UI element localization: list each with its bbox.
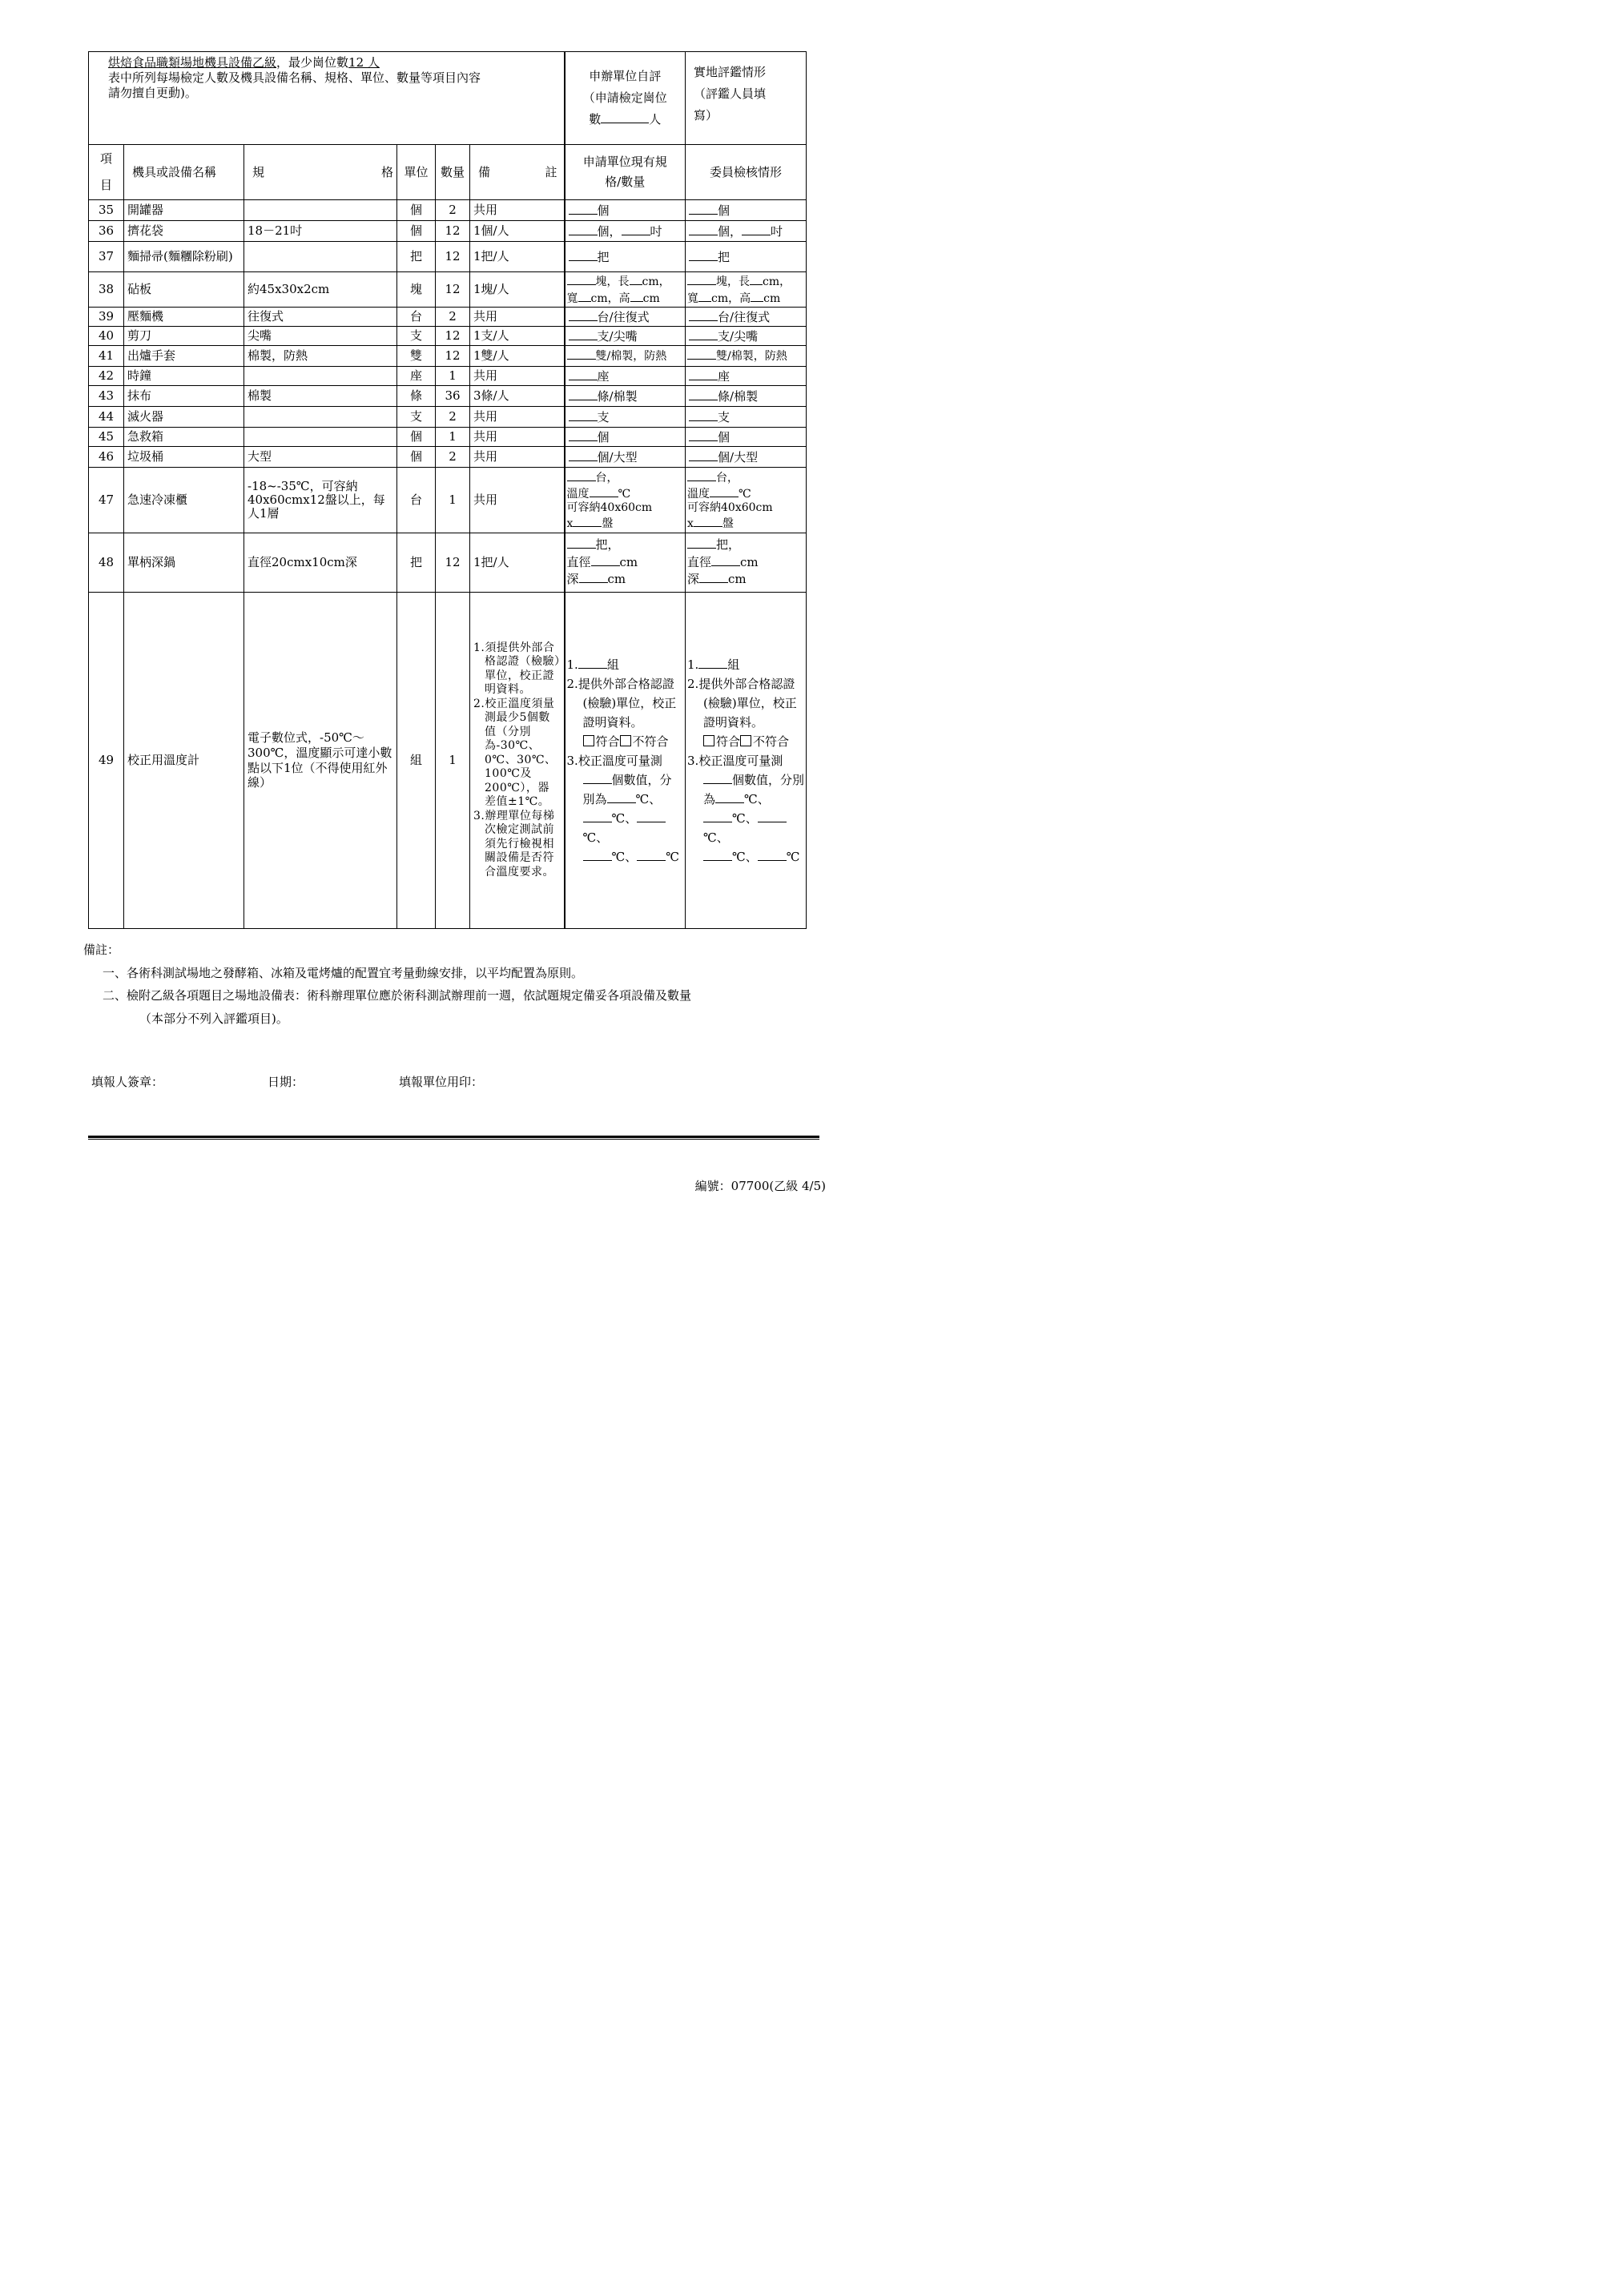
row-unit: 把 [397,242,436,272]
row-note: 3條/人 [470,386,565,407]
row-committee[interactable] [686,533,807,593]
table-row [89,221,807,242]
self-eval-line1: 申辦單位自評 [589,69,662,83]
remark-2: 二、檢附乙級各項題目之場地設備表：術科辦理單位應於術科測試辦理前一週，依試題規定備妥各項設備及數量 [103,988,692,1003]
row-spec: 棉製，防熱 [244,346,397,367]
committee-text: 寬 [687,292,699,305]
table-row [89,593,807,929]
col-applicant-a: 申請單位現有規 [582,154,667,169]
row-no: 39 [89,308,124,327]
table-row [89,533,807,593]
row-name: 垃圾桶 [124,447,244,468]
row-name: 時鐘 [124,367,244,386]
table-row [89,327,807,346]
row-applicant[interactable] [565,346,686,367]
applicant-text: ℃、 [611,849,638,864]
committee-text: 個/大型 [718,449,759,464]
committee-text: ℃、 [703,830,729,845]
applicant-text: 吋 [650,223,662,239]
table-row [89,346,807,367]
col-note-b: 註 [545,164,557,179]
row-qty: 2 [436,407,470,428]
committee-text: 3.校正溫度可量測 [687,753,783,768]
row-name: 單柄深鍋 [124,533,244,593]
committee-text: 條/棉製 [718,388,759,404]
row-committee[interactable] [686,407,807,428]
row-no: 46 [89,447,124,468]
row-applicant[interactable] [565,367,686,386]
committee-text: 支/尖嘴 [718,328,759,344]
row-note [470,593,565,929]
committee-text: cm， [763,275,791,288]
title-sep: ，最少崗位數 [276,55,349,70]
committee-text: x [687,517,694,530]
applicant-text: cm，高 [590,292,630,305]
checkbox-fail[interactable] [620,735,631,746]
onsite-line1: 實地評鑑情形 [694,65,767,79]
row-note: 1把/人 [470,242,565,272]
row-name: 出爐手套 [124,346,244,367]
header-title [89,52,565,145]
row-no: 43 [89,386,124,407]
committee-text: 符合 [716,734,741,749]
row-no: 44 [89,407,124,428]
committee-text: 2.提供外部合格認證(檢驗)單位，校正證明資料。 [687,676,797,730]
row-unit: 個 [397,200,436,221]
row-note: 共用 [470,428,565,447]
title-grade: 乙級 [252,55,277,70]
footer-rule [88,1136,819,1138]
row-qty: 12 [436,221,470,242]
title-line3: 請勿擅自更動)。 [108,85,197,100]
applicant-text: 可容納40x60cm [566,501,653,514]
applicant-text: cm， [642,275,670,288]
committee-text: 溫度 [687,488,710,501]
applicant-text: 符合 [595,734,620,749]
col-item [89,145,124,200]
row-spec: 直徑20cmx10cm深 [244,533,397,593]
row-qty: 1 [436,468,470,533]
row-spec: 電子數位式，-50℃～300℃，溫度顯示可達小數點以下1位（不得使用紅外線） [244,593,397,929]
table-row [89,407,807,428]
row-qty: 12 [436,346,470,367]
row-no: 36 [89,221,124,242]
committee-text: 直徑 [687,554,712,569]
row-qty: 36 [436,386,470,407]
applicant-text: 支 [597,409,610,424]
row-note: 共用 [470,407,565,428]
row-name: 麵掃帚(麵糰除粉刷) [124,242,244,272]
row-unit: 個 [397,221,436,242]
committee-text: 盤 [722,517,734,530]
note-item: 2.校正溫度須量測最少5個數值（分別為-30℃、0℃、30℃、100℃及200℃），器差值±1℃。 [473,697,557,809]
row-applicant[interactable] [565,428,686,447]
applicant-text: 溫度 [566,488,590,501]
row-note: 1把/人 [470,533,565,593]
row-note: 共用 [470,468,565,533]
row-unit: 支 [397,327,436,346]
committee-text: 組 [727,657,740,672]
row-applicant[interactable] [565,447,686,468]
col-qty: 數量 [436,145,470,200]
applicant-text: 個 [597,429,610,444]
row-spec: -18~-35℃，可容納40x60cmx12盤以上，每人1層 [244,468,397,533]
applicant-text: 支/尖嘴 [597,328,638,344]
signer-label: 填報人簽章： [91,1075,164,1089]
committee-text: cm [763,292,781,305]
onsite-header [686,52,807,145]
committee-text: 座 [718,368,731,384]
checkbox-pass[interactable] [583,735,594,746]
row-qty: 12 [436,533,470,593]
row-spec [244,367,397,386]
positions-blank[interactable] [601,111,649,123]
applicant-text: 組 [606,657,619,672]
row-no: 41 [89,346,124,367]
row-spec: 尖嘴 [244,327,397,346]
committee-text: 吋 [771,223,783,239]
row-unit: 雙 [397,346,436,367]
committee-text: cm，高 [711,292,751,305]
signature-line [91,1073,483,1090]
applicant-text: 個/大型 [597,449,638,464]
row-spec: 大型 [244,447,397,468]
row-committee[interactable] [686,386,807,407]
committee-text: 台， [716,472,739,485]
row-unit: 個 [397,428,436,447]
col-unit: 單位 [397,145,436,200]
row-note: 共用 [470,308,565,327]
col-note [470,145,565,200]
title-main: 烘焙食品職類場地機具設備 [108,55,253,70]
row-unit: 座 [397,367,436,386]
self-eval-line2: （申請檢定崗位 [582,90,667,105]
applicant-text: cm [642,292,660,305]
document-code: 編號：07700(乙級 4/5) [694,1179,826,1193]
committee-text: 個 [718,429,731,444]
committee-text: 塊，長 [716,275,751,288]
applicant-text: 個 [597,203,610,218]
row-committee[interactable] [686,200,807,221]
row-spec: 約45x30x2cm [244,272,397,308]
committee-text: 台/往復式 [718,309,771,324]
row-committee[interactable] [686,468,807,533]
col-spec [244,145,397,200]
committee-text: 雙/棉製，防熱 [716,350,787,364]
row-qty: 2 [436,308,470,327]
applicant-text: ℃ [618,488,631,501]
remarks [83,939,828,1030]
row-unit: 個 [397,447,436,468]
title-line2: 表中所列每場檢定人數及機具設備名稱、規格、單位、數量等項目內容 [108,70,481,85]
applicant-text: 1. [566,657,578,672]
row-note: 共用 [470,200,565,221]
note-item: 3.辦理單位每梯次檢定測試前須先行檢視相關設備是否符合溫度要求。 [473,809,555,879]
row-spec: 棉製 [244,386,397,407]
row-qty: 12 [436,327,470,346]
row-name: 砧板 [124,272,244,308]
committee-text: ℃、 [732,810,758,826]
committee-text: 把 [718,249,731,264]
table-row [89,447,807,468]
onsite-line3: 寫） [694,108,718,123]
row-name: 滅火器 [124,407,244,428]
remarks-label: 備註： [83,943,120,957]
row-applicant[interactable] [565,327,686,346]
applicant-text: 台/往復式 [597,309,650,324]
col-item-a: 項 [99,151,112,166]
table-row [89,468,807,533]
onsite-line2: （評鑑人員填 [694,86,767,101]
row-note: 共用 [470,447,565,468]
applicant-text: ℃、 [635,791,662,806]
row-committee[interactable] [686,272,807,308]
table-row [89,308,807,327]
table-row [89,272,807,308]
row-no: 40 [89,327,124,346]
row-committee[interactable] [686,242,807,272]
applicant-text: 盤 [602,517,614,530]
row-committee[interactable] [686,221,807,242]
committee-text: cm [728,572,747,587]
date-label: 日期： [268,1075,304,1089]
row-unit: 支 [397,407,436,428]
col-spec-b: 格 [380,164,393,179]
equipment-table [88,51,807,929]
applicant-text: 不符合 [632,734,669,749]
applicant-text: 寬 [566,292,578,305]
applicant-text: ℃、 [582,830,609,845]
self-eval-unit: 人 [649,112,662,127]
applicant-text: 條/棉製 [597,388,638,404]
row-name: 抹布 [124,386,244,407]
footer-rule-thin [88,1139,819,1140]
row-applicant[interactable] [565,308,686,327]
column-header-row [89,145,807,200]
applicant-text: 3.校正溫度可量測 [566,753,662,768]
row-committee[interactable] [686,367,807,386]
applicant-text: ℃、 [611,810,638,826]
row-qty: 2 [436,200,470,221]
row-no: 45 [89,428,124,447]
row-committee[interactable] [686,346,807,367]
committee-text: 個 [718,203,731,218]
applicant-text: ℃ [666,849,680,864]
row-applicant[interactable] [565,407,686,428]
row-applicant[interactable] [565,533,686,593]
row-no: 37 [89,242,124,272]
applicant-text: cm [607,572,626,587]
col-applicant [565,145,686,200]
row-qty: 1 [436,367,470,386]
row-applicant[interactable] [565,221,686,242]
committee-text: cm [740,554,759,569]
row-name: 校正用溫度計 [124,593,244,929]
applicant-text: 直徑 [566,554,591,569]
self-eval-line3: 數 [589,112,602,127]
row-applicant[interactable] [565,242,686,272]
row-applicant[interactable] [565,200,686,221]
row-spec [244,200,397,221]
row-no: 38 [89,272,124,308]
committee-text: ℃ [739,488,751,501]
col-item-b: 目 [99,178,112,192]
table-row [89,200,807,221]
row-spec [244,428,397,447]
row-qty: 1 [436,428,470,447]
remark-1: 一、各術科測試場地之發酵箱、冰箱及電烤爐的配置宜考量動線安排，以平均配置為原則。 [103,965,584,980]
committee-text: ℃、 [744,791,770,806]
col-name: 機具或設備名稱 [124,145,244,200]
committee-text: 把， [716,537,741,552]
row-qty: 1 [436,593,470,929]
row-qty: 2 [436,447,470,468]
row-committee[interactable] [686,593,807,929]
row-note: 1雙/人 [470,346,565,367]
row-qty: 12 [436,272,470,308]
self-eval-header [565,52,686,145]
row-name: 擠花袋 [124,221,244,242]
row-no: 42 [89,367,124,386]
applicant-text: 2.提供外部合格認證(檢驗)單位，校正證明資料。 [566,676,677,730]
row-name: 開罐器 [124,200,244,221]
row-note: 1個/人 [470,221,565,242]
title-count: 12 人 [348,55,380,70]
col-committee: 委員檢核情形 [686,145,807,200]
committee-text: ℃ [786,849,800,864]
row-committee[interactable] [686,428,807,447]
row-unit: 把 [397,533,436,593]
row-no: 49 [89,593,124,929]
row-unit: 組 [397,593,436,929]
row-name: 急救箱 [124,428,244,447]
table-row [89,367,807,386]
committee-text: 支 [718,409,731,424]
row-committee[interactable] [686,327,807,346]
col-applicant-b: 格/數量 [605,175,646,189]
committee-text: 個數值，分別為 [703,772,805,806]
row-applicant[interactable] [565,593,686,929]
row-note: 共用 [470,367,565,386]
row-name: 剪刀 [124,327,244,346]
table-row [89,428,807,447]
committee-text: ℃、 [732,849,758,864]
note-item: 1.須提供外部合格認證（檢驗）單位，校正證明資料。 [473,641,561,697]
applicant-text: 座 [597,368,610,384]
row-committee[interactable] [686,447,807,468]
row-unit: 台 [397,468,436,533]
row-name: 壓麵機 [124,308,244,327]
applicant-text: 個數值，分別為 [582,772,672,806]
row-applicant[interactable] [565,468,686,533]
table-row [89,242,807,272]
row-no: 35 [89,200,124,221]
applicant-text: 把， [595,537,620,552]
row-spec: 往復式 [244,308,397,327]
row-unit: 塊 [397,272,436,308]
checkbox-fail[interactable] [740,735,751,746]
applicant-text: 個， [597,223,622,239]
col-note-a: 備 [478,164,491,179]
row-applicant[interactable] [565,386,686,407]
row-spec [244,242,397,272]
applicant-text: cm [619,554,638,569]
checkbox-pass[interactable] [703,735,714,746]
committee-text: 可容納40x60cm [687,501,773,514]
row-note: 1支/人 [470,327,565,346]
table-row [89,386,807,407]
applicant-text: x [566,517,574,530]
row-unit: 台 [397,308,436,327]
applicant-text: 塊，長 [595,275,630,288]
applicant-text: 深 [566,572,579,587]
committee-text: 不符合 [753,734,790,749]
committee-text: 1. [687,657,699,672]
row-spec: 18－21吋 [244,221,397,242]
row-no: 47 [89,468,124,533]
row-name: 急速冷凍櫃 [124,468,244,533]
applicant-text: 台， [595,472,618,485]
row-unit: 條 [397,386,436,407]
row-committee[interactable] [686,308,807,327]
applicant-text: 把 [597,249,610,264]
row-spec [244,407,397,428]
row-no: 48 [89,533,124,593]
row-note: 1塊/人 [470,272,565,308]
remark-2b: （本部分不列入評鑑項目)。 [139,1011,288,1026]
row-qty: 12 [436,242,470,272]
applicant-text: 雙/棉製，防熱 [595,350,667,364]
committee-text: 個， [718,223,743,239]
col-spec-a: 規 [252,164,265,179]
row-applicant[interactable] [565,272,686,308]
committee-text: 深 [687,572,700,587]
seal-label: 填報單位用印： [399,1075,484,1089]
